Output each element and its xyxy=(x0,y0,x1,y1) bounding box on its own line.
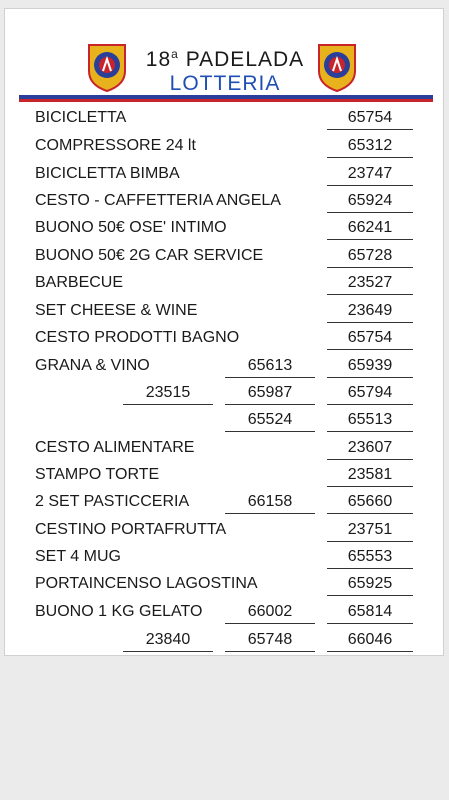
ticket-number: 65660 xyxy=(327,491,413,514)
prize-row xyxy=(5,355,445,379)
prize-row xyxy=(5,573,445,597)
prize-label: BUONO 50€ OSE' INTIMO xyxy=(35,219,227,236)
ticket-number: 65524 xyxy=(225,409,315,432)
ticket-number: 65513 xyxy=(327,409,413,432)
ticket-number: 65939 xyxy=(327,355,413,378)
prize-row xyxy=(5,437,445,461)
prize-row xyxy=(5,327,445,351)
prize-label: 2 SET PASTICCERIA xyxy=(35,493,190,510)
club-logo-right-icon xyxy=(315,41,359,93)
ticket-number: 65814 xyxy=(327,601,413,624)
prize-row xyxy=(5,217,445,241)
ticket-number: 66046 xyxy=(327,629,413,652)
ticket-number: 65754 xyxy=(327,107,413,130)
prize-row xyxy=(5,135,445,159)
ticket-number: 65924 xyxy=(327,190,413,213)
header-rule-red xyxy=(19,99,433,102)
prize-label: GRANA & VINO xyxy=(35,357,150,374)
lottery-sheet xyxy=(4,8,444,656)
ticket-number: 66241 xyxy=(327,217,413,240)
ticket-number: 66158 xyxy=(225,491,315,514)
prize-label: BICICLETTA xyxy=(35,109,127,126)
prize-row xyxy=(5,107,445,131)
ticket-number: 23527 xyxy=(327,272,413,295)
ticket-number: 65748 xyxy=(225,629,315,652)
ticket-number: 23515 xyxy=(123,382,213,405)
ticket-number: 65312 xyxy=(327,135,413,158)
prize-label: BARBECUE xyxy=(35,274,124,291)
prize-row xyxy=(5,629,445,653)
prize-row xyxy=(5,464,445,488)
prize-row xyxy=(5,519,445,543)
prize-row xyxy=(5,245,445,269)
ticket-number: 23649 xyxy=(327,300,413,323)
ticket-number: 65553 xyxy=(327,546,413,569)
ticket-number: 65925 xyxy=(327,573,413,596)
prize-label: COMPRESSORE 24 lt xyxy=(35,137,196,154)
ticket-number: 23840 xyxy=(123,629,213,652)
ticket-number: 23607 xyxy=(327,437,413,460)
prize-row xyxy=(5,163,445,187)
lottery-subtitle: LOTTERIA xyxy=(169,72,281,95)
lottery-title: 18$^a$ PADELADA xyxy=(145,47,305,71)
prize-label: PORTAINCENSO LAGOSTINA xyxy=(35,575,258,592)
ticket-number: 23581 xyxy=(327,464,413,487)
prize-row xyxy=(5,409,445,433)
prize-label: CESTINO PORTAFRUTTA xyxy=(35,521,227,538)
ticket-number: 65794 xyxy=(327,382,413,405)
prize-row xyxy=(5,491,445,515)
prize-row xyxy=(5,272,445,296)
prize-label: SET 4 MUG xyxy=(35,548,121,565)
prize-label: SET CHEESE & WINE xyxy=(35,302,198,319)
prize-label: STAMPO TORTE xyxy=(35,466,160,483)
ticket-number: 65613 xyxy=(225,355,315,378)
prize-label: CESTO ALIMENTARE xyxy=(35,439,195,456)
prize-row xyxy=(5,382,445,406)
prize-label: CESTO - CAFFETTERIA ANGELA xyxy=(35,192,281,209)
prize-label: BICICLETTA BIMBA xyxy=(35,165,180,182)
ticket-number: 23747 xyxy=(327,163,413,186)
ticket-number: 65728 xyxy=(327,245,413,268)
prize-label: CESTO PRODOTTI BAGNO xyxy=(35,329,240,346)
prize-label: BUONO 50€ 2G CAR SERVICE xyxy=(35,247,264,264)
prize-row xyxy=(5,601,445,625)
prize-row xyxy=(5,546,445,570)
prize-row xyxy=(5,190,445,214)
prize-label: BUONO 1 KG GELATO xyxy=(35,603,203,620)
ticket-number: 66002 xyxy=(225,601,315,624)
prize-row xyxy=(5,300,445,324)
ticket-number: 65754 xyxy=(327,327,413,350)
ticket-number: 23751 xyxy=(327,519,413,542)
ticket-number: 65987 xyxy=(225,382,315,405)
